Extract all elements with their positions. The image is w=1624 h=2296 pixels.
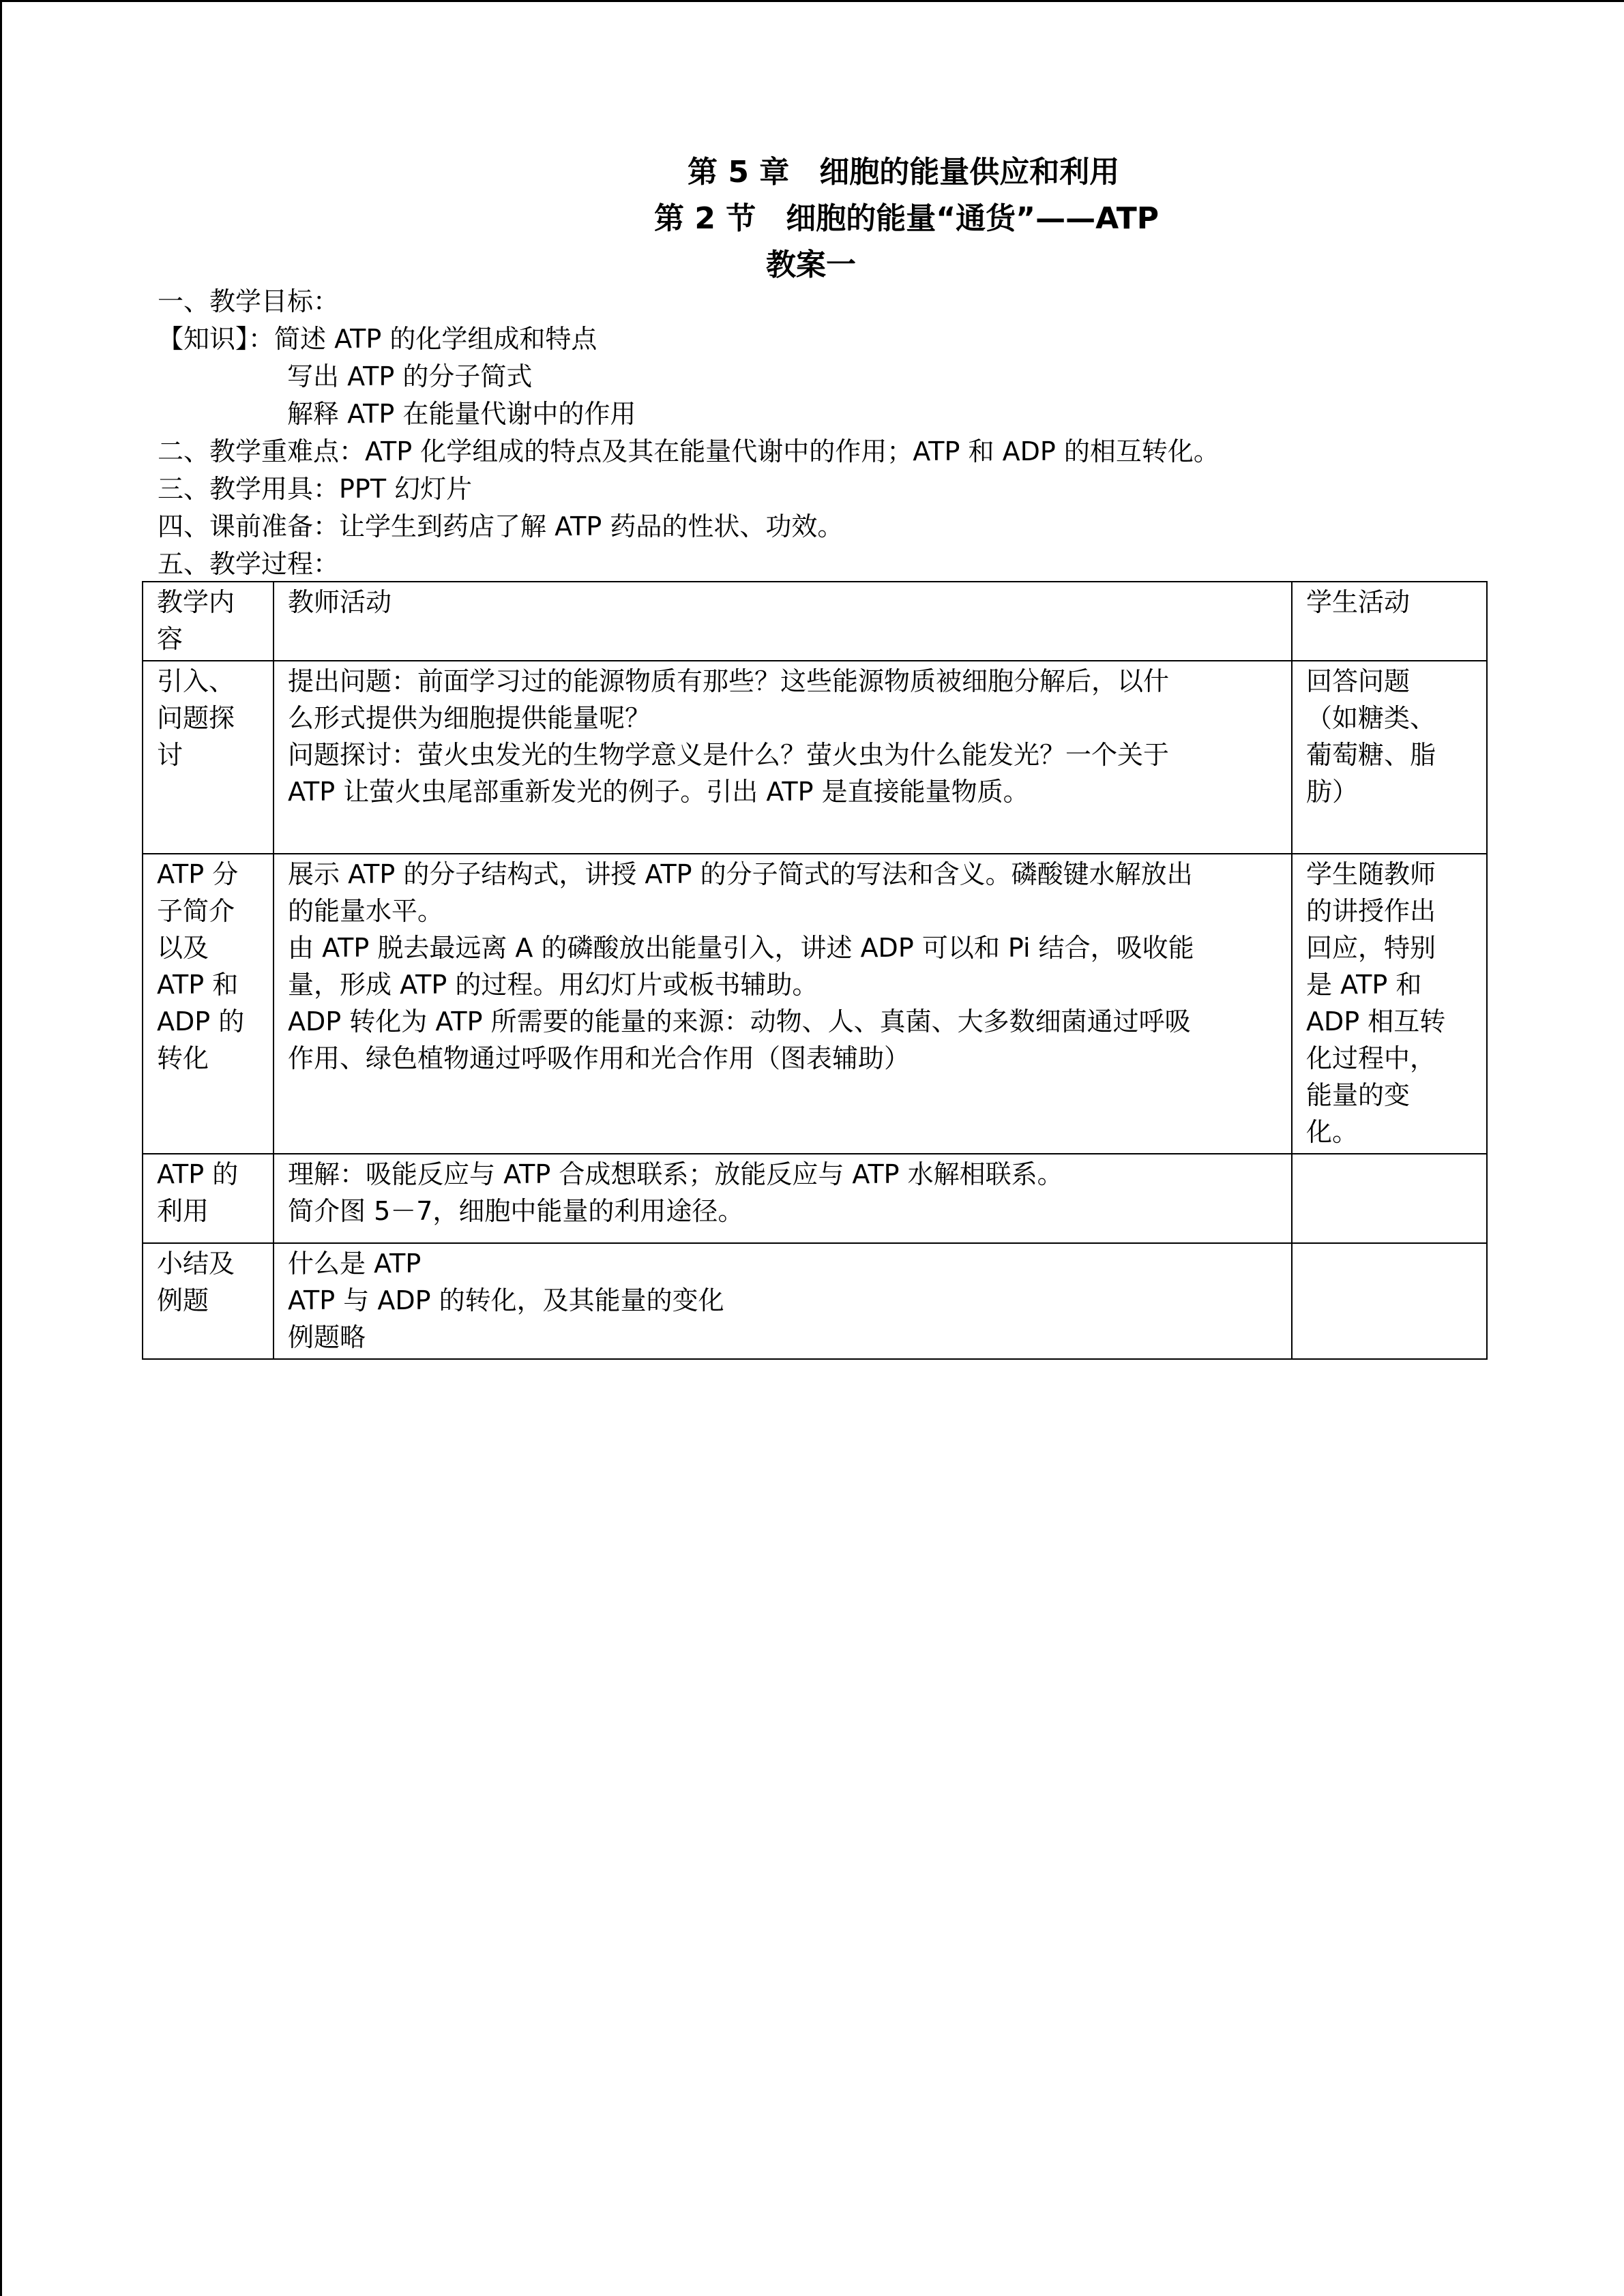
cell-line: （如糖类、 [1306,703,1436,733]
cell-line: 回答问题 [1306,666,1411,696]
header-teacher-label: 教师活动 [288,587,392,617]
cell-line: ATP 和 [157,970,239,1000]
cell-line: ADP 相互转 [1306,1007,1446,1037]
teacher-cell [274,661,1292,854]
cell-line: 例题 [157,1285,209,1315]
cell-line: 回应，特别 [1306,933,1436,963]
cell-line: 的能量水平。 [288,896,444,926]
cell-line: 由 ATP 脱去最远离 A 的磷酸放出能量引入，讲述 ADP 可以和 Pi 结合，吸收能 [288,933,1194,963]
knowledge-sub-1: 写出 ATP 的分子简式 [287,361,533,391]
header-student-cell [1292,582,1487,661]
cell-line: 提出问题：前面学习过的能源物质有那些？这些能源物质被细胞分解后，以什 [288,666,1170,696]
cell-line: 问题探讨：萤火虫发光的生物学意义是什么？萤火虫为什么能发光？一个关于 [288,740,1170,770]
knowledge-line: 【知识】：简述 ATP 的化学组成和特点 [158,324,597,354]
teacher-cell [274,1243,1292,1359]
cell-line: 讨 [157,740,183,770]
cell-line: 利用 [157,1196,209,1226]
cell-line: ATP 分 [157,859,239,889]
cell-line: 以及 [157,933,209,963]
cell-line: 转化 [157,1043,209,1073]
student-cell [1292,661,1487,854]
plan-title: 教案一 [766,248,856,282]
table-row [143,1154,1487,1243]
chapter-title: 第 5 章 细胞的能量供应和利用 [688,155,1120,190]
header-teacher-cell [274,582,1292,661]
content-cell [143,854,274,1154]
cell-line: ADP 的 [157,1007,245,1037]
goals-heading: 一、教学目标： [158,286,340,316]
cell-line: 量，形成 ATP 的过程。用幻灯片或板书辅助。 [288,970,818,1000]
teaching-tools: 三、教学用具：PPT 幻灯片 [158,474,473,504]
table-row [143,661,1487,854]
cell-line: 引入、 [157,666,235,696]
cell-line: 的讲授作出 [1306,896,1436,926]
cell-line: 是 ATP 和 [1306,970,1422,1000]
content-cell [143,661,274,854]
header-content-line: 教学内 [157,587,235,617]
student-cell [1292,854,1487,1154]
cell-line: 学生随教师 [1306,859,1436,889]
table-row [143,1243,1487,1359]
cell-line: ATP 让萤火虫尾部重新发光的例子。引出 ATP 是直接能量物质。 [288,777,1029,807]
table-row [143,854,1487,1154]
cell-line: 小结及 [157,1249,235,1279]
teaching-process-table [142,581,1488,1360]
content-cell [143,1243,274,1359]
cell-line: ADP 转化为 ATP 所需要的能量的来源：动物、人、真菌、大多数细菌通过呼吸 [288,1007,1191,1037]
cell-line: 能量的变 [1306,1080,1411,1110]
cell-line: 肪） [1306,777,1359,807]
section-title: 第 2 节 细胞的能量“通货”——ATP [654,201,1159,236]
cell-line: 例题略 [288,1322,366,1352]
key-points: 二、教学重难点：ATP 化学组成的特点及其在能量代谢中的作用；ATP 和 ADP 的相互转化。 [158,436,1220,466]
table-header-row [143,582,1487,661]
cell-line: 什么是 ATP [288,1249,422,1279]
cell-line: 问题探 [157,703,235,733]
process-heading: 五、教学过程： [158,549,340,579]
teacher-cell [274,854,1292,1154]
cell-line: ATP 与 ADP 的转化，及其能量的变化 [288,1285,724,1315]
cell-line: 么形式提供为细胞提供能量呢？ [288,703,651,733]
cell-line: 化过程中， [1306,1043,1436,1073]
knowledge-sub-2: 解释 ATP 在能量代谢中的作用 [287,399,636,429]
cell-line: 作用、绿色植物通过呼吸作用和光合作用（图表辅助） [288,1043,911,1073]
cell-line: 展示 ATP 的分子结构式，讲授 ATP 的分子简式的写法和含义。磷酸键水解放出 [288,859,1193,889]
header-content-line: 容 [157,624,183,654]
header-student-label: 学生活动 [1306,587,1411,617]
cell-line: 理解：吸能反应与 ATP 合成想联系；放能反应与 ATP 水解相联系。 [288,1159,1063,1189]
cell-line: 简介图 5－7，细胞中能量的利用途径。 [288,1196,744,1226]
teacher-cell [274,1154,1292,1243]
cell-line: ATP 的 [157,1159,239,1189]
cell-line: 化。 [1306,1117,1359,1147]
student-cell [1292,1243,1487,1359]
header-content-cell [143,582,274,661]
cell-line: 子简介 [157,896,235,926]
content-cell [143,1154,274,1243]
cell-line: 葡萄糖、脂 [1306,740,1436,770]
preparation: 四、课前准备：让学生到药店了解 ATP 药品的性状、功效。 [158,511,844,541]
student-cell [1292,1154,1487,1243]
